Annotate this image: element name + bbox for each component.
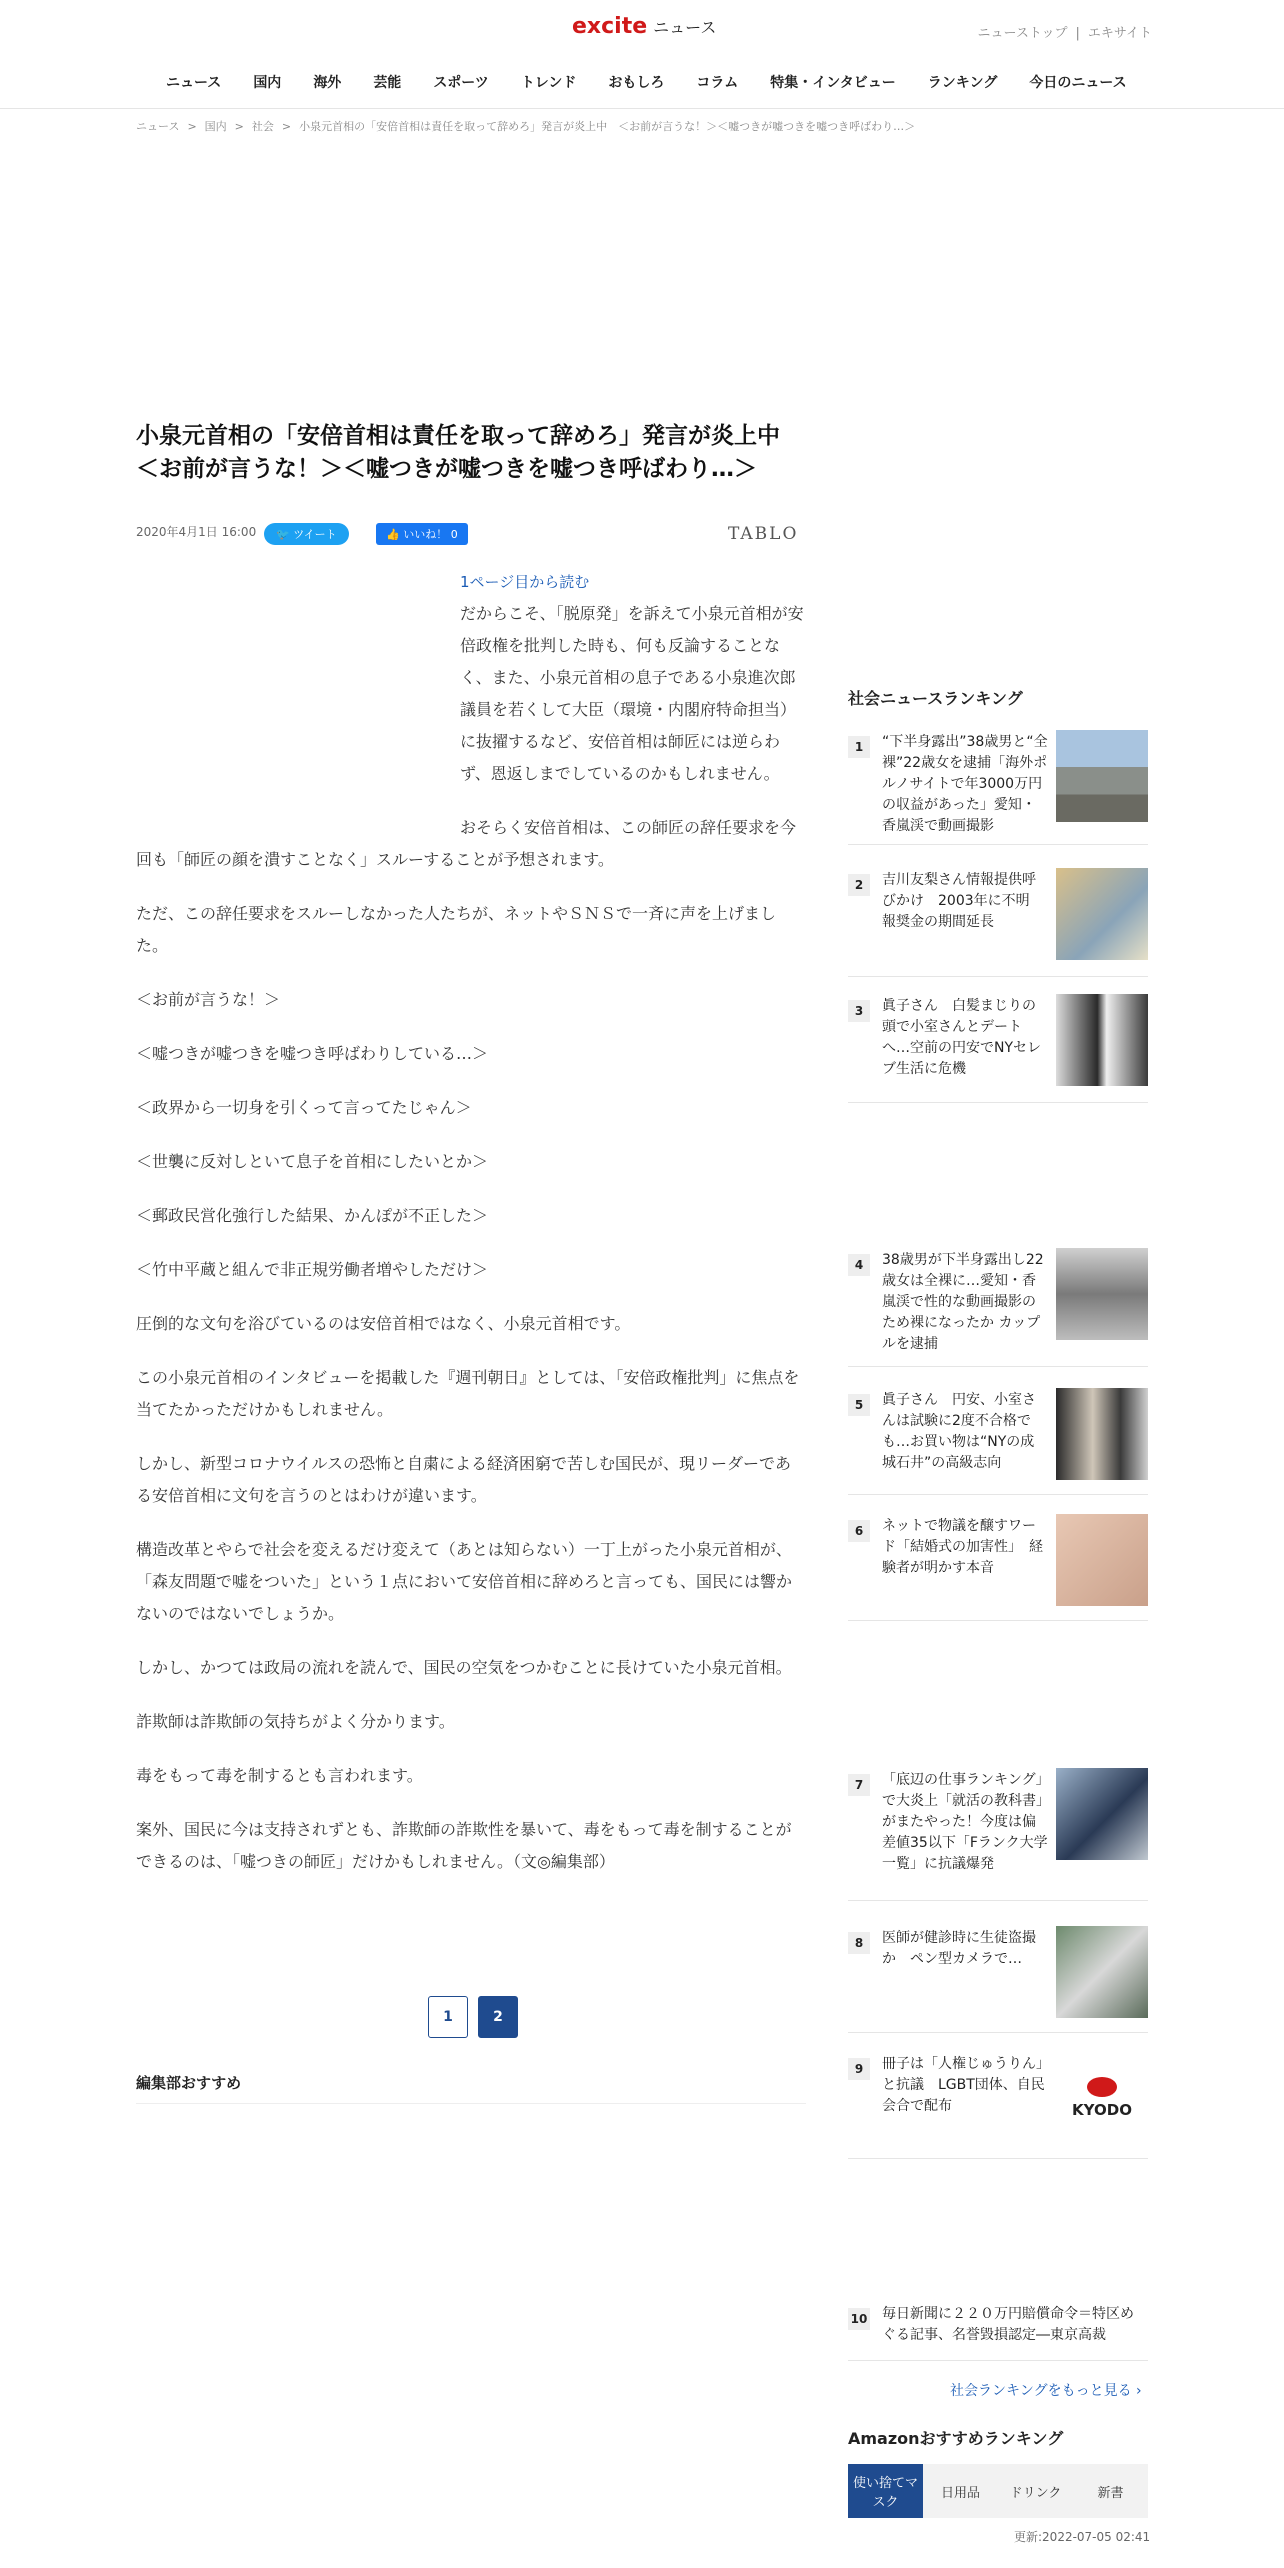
tweet-label: ツイート: [293, 528, 337, 541]
rank-number: 1: [848, 736, 870, 758]
thumbnail: [1056, 1926, 1148, 2018]
more-ranking-link[interactable]: 社会ランキングをもっと見る ›: [950, 2383, 1142, 2399]
excite-link[interactable]: エキサイト: [1087, 26, 1152, 41]
rank-number: 8: [848, 1932, 870, 1954]
paragraph: だからこそ、「脱原発」を訴えて小泉元首相が安倍政権を批判した時も、何も反論することなく、また、小泉元首相の息子である小泉進次郎議員を若くして大臣（環境・内閣府特命担当）に抜擢するなど、安倍首相は師匠には逆らわず、恩返しまでしているのかもしれません。: [460, 604, 804, 783]
rank-text: ネットで物議を醸すワード「結婚式の加害性」 経験者が明かす本音: [882, 1518, 1043, 1576]
ranking-item[interactable]: [848, 868, 1148, 977]
rank-text: 毎日新聞に２２０万円賠償命令＝特区めぐる記事、名誉毀損認定―東京高裁: [882, 2306, 1134, 2343]
nav-item[interactable]: トレンド: [520, 75, 577, 91]
rank-text: 医師が健診時に生徒盗撮か ペン型カメラで…: [882, 1930, 1036, 1967]
paragraph: この小泉元首相のインタビューを掲載した『週刊朝日』としては、「安倍政権批判」に焦点を当てたかっただけかもしれません。: [136, 1368, 800, 1419]
paragraph: しかし、新型コロナウイルスの恐怖と自粛による経済困窮で苦しむ国民が、現リーダーである安倍首相に文句を言うのとはわけが違います。: [136, 1454, 792, 1505]
tweet-button[interactable]: [264, 523, 349, 545]
thumbnail: [1056, 1514, 1148, 1606]
ranking-title: 社会ニュースランキング: [848, 689, 1023, 708]
paragraph: ＜嘘つきが嘘つきを嘘つき呼ばわりしている…＞: [136, 1044, 489, 1063]
rank-text: “下半身露出”38歳男と“全裸”22歳女を逮捕「海外ポルノサイトで年3000万円の収益があった」愛知・香嵐渓で動画撮影: [882, 734, 1048, 834]
ranking-item[interactable]: [848, 994, 1148, 1103]
ranking-item[interactable]: [848, 1388, 1148, 1495]
crumb[interactable]: 社会: [251, 120, 274, 133]
rank-number: 10: [848, 2308, 870, 2330]
nav-item[interactable]: おもしろ: [608, 75, 665, 91]
paragraph: おそらく安倍首相は、この師匠の辞任要求を今回も「師匠の顔を潰すことなく」スルーすることが予想されます。: [136, 818, 797, 869]
paragraph: 圧倒的な文句を浴びているのは安倍首相ではなく、小泉元首相です。: [136, 1314, 631, 1333]
article-date: 2020年4月1日 16:00: [136, 525, 257, 539]
kyodo-text: KYODO: [1072, 2101, 1132, 2119]
breadcrumb: ニュース > 国内 > 社会 > 小泉元首相の「安倍首相は責任を取って辞めろ」発言が炎上中 ＜お前が言うな！＞＜嘘つきが嘘つきを嘘つき呼ばわり…＞: [136, 120, 916, 133]
thumbnail: [1056, 1768, 1148, 1860]
tab-drink[interactable]: ドリンク: [998, 2464, 1073, 2518]
divider: |: [1075, 26, 1080, 41]
paragraph: ＜竹中平蔵と組んで非正規労働者増やしただけ＞: [136, 1260, 489, 1279]
thumbnail: [1056, 1388, 1148, 1480]
crumb[interactable]: ニュース: [136, 120, 180, 133]
page-1-button[interactable]: 1: [428, 1996, 468, 2038]
kyodo-logo: [1056, 2052, 1148, 2144]
nav-item[interactable]: 芸能: [373, 75, 402, 91]
rank-text: 38歳男が下半身露出し22歳女は全裸に…愛知・香嵐渓で性的な動画撮影のため裸になったか カップルを逮捕: [882, 1252, 1044, 1352]
like-button[interactable]: [376, 523, 468, 545]
ranking-item[interactable]: [848, 2052, 1148, 2159]
rank-number: 2: [848, 874, 870, 896]
rank-text: 眞子さん 円安、小室さんは試験に2度不合格でも…お買い物は“NYの成城石井”の高級志向: [882, 1392, 1036, 1471]
paragraph: 案外、国民に今は支持されずとも、詐欺師の詐欺性を暴いて、毒をもって毒を制することができるのは、「嘘つきの師匠」だけかもしれません。（文◎編集部）: [136, 1820, 792, 1871]
like-label: いいね！ 0: [403, 528, 458, 541]
tab-masks[interactable]: 使い捨てマスク: [848, 2464, 923, 2518]
twitter-icon: 🐦: [276, 528, 294, 541]
thumbnail: [1056, 994, 1148, 1086]
ranking-item[interactable]: [848, 1514, 1148, 1621]
news-top-link[interactable]: ニューストップ: [977, 26, 1068, 41]
rank-number: 7: [848, 1774, 870, 1796]
rank-number: 6: [848, 1520, 870, 1542]
rank-number: 3: [848, 1000, 870, 1022]
site-header: [0, 0, 1284, 109]
paragraph: 詐欺師は詐欺師の気持ちがよく分かります。: [136, 1712, 455, 1731]
paragraph: 毒をもって毒を制するとも言われます。: [136, 1766, 423, 1785]
article-body: [136, 566, 806, 1900]
main-nav: [150, 72, 1143, 92]
logo-text: excite: [572, 14, 648, 39]
paragraph: 構造改革とやらで社会を変えるだけ変えて（あとは知らない）一丁上がった小泉元首相が、「森友問題で嘘をついた」という１点において安倍首相に辞めろと言っても、国民には響かないのではないでしょうか。: [136, 1540, 793, 1623]
rank-number: 5: [848, 1394, 870, 1416]
rank-text: 眞子さん 白髪まじりの頭で小室さんとデートへ…空前の円安でNYセレブ生活に危機: [882, 998, 1042, 1077]
thumbs-up-icon: 👍: [386, 528, 404, 541]
nav-item[interactable]: 国内: [253, 75, 282, 91]
page-2-button[interactable]: 2: [478, 1996, 518, 2038]
nav-item[interactable]: コラム: [696, 75, 739, 91]
nav-item[interactable]: ニュース: [166, 75, 222, 91]
thumbnail: [1056, 1248, 1148, 1340]
nav-item[interactable]: 今日のニュース: [1029, 75, 1127, 91]
top-links: [974, 22, 1156, 41]
rank-text: 「底辺の仕事ランキング」で大炎上「就活の教科書」がまたやった！今度は偏差値35以下「Fランク大学一覧」に抗議爆発: [882, 1772, 1048, 1872]
nav-item[interactable]: 海外: [313, 75, 342, 91]
updated-time: 更新:2022-07-05 02:41: [1014, 2530, 1151, 2544]
paragraph: ＜お前が言うな！＞: [136, 990, 281, 1009]
crumb[interactable]: 国内: [204, 120, 227, 133]
recommend-heading: 編集部おすすめ: [136, 2072, 806, 2104]
crumb-current: 小泉元首相の「安倍首相は責任を取って辞めろ」発言が炎上中 ＜お前が言うな！＞＜嘘つきが嘘つきを嘘つき呼ばわり…＞: [299, 120, 916, 133]
thumbnail: [1056, 730, 1148, 822]
amazon-title: Amazonおすすめランキング: [848, 2429, 1064, 2448]
ranking-item[interactable]: [848, 1926, 1148, 2033]
paragraph: しかし、かつては政局の流れを読んで、国民の空気をつかむことに長けていた小泉元首相。: [136, 1658, 792, 1677]
nav-item[interactable]: スポーツ: [433, 75, 489, 91]
kyodo-mark-icon: [1087, 2077, 1117, 2097]
source-logo: TABLO: [728, 524, 799, 544]
paragraph: ＜政界から一切身を引くって言ってたじゃん＞: [136, 1098, 472, 1117]
nav-item[interactable]: 特集・インタビュー: [770, 75, 896, 91]
paragraph: ＜郵政民営化強行した結果、かんぽが不正した＞: [136, 1206, 489, 1225]
pagination: [428, 1996, 518, 2038]
excite-logo[interactable]: [572, 14, 716, 39]
rank-number: 9: [848, 2058, 870, 2080]
first-page-link[interactable]: 1ページ目から読む: [460, 573, 590, 591]
nav-item[interactable]: ランキング: [927, 75, 998, 91]
paragraph: ただ、この辞任要求をスルーしなかった人たちが、ネットやＳＮＳで一斉に声を上げました。: [136, 904, 777, 955]
tab-books[interactable]: 新書: [1073, 2464, 1148, 2518]
paragraph: ＜世襲に反対しといて息子を首相にしたいとか＞: [136, 1152, 489, 1171]
thumbnail: [1056, 868, 1148, 960]
rank-text: 吉川友梨さん情報提供呼びかけ 2003年に不明 報奨金の期間延長: [882, 872, 1044, 930]
amazon-tabs: [848, 2464, 1148, 2518]
rank-number: 4: [848, 1254, 870, 1276]
rank-text: 冊子は「人権じゅうりん」と抗議 LGBT団体、自民会合で配布: [882, 2056, 1045, 2114]
first-block: [136, 566, 806, 790]
ranking-item[interactable]: [848, 730, 1148, 845]
article-title: 小泉元首相の「安倍首相は責任を取って辞めろ」発言が炎上中 ＜お前が言うな！＞＜嘘つきが嘘つきを嘘つき呼ばわり…＞: [136, 423, 803, 482]
logo-sub: ニュース: [653, 18, 717, 37]
ranking-item[interactable]: [848, 1768, 1148, 1901]
ranking-item[interactable]: [848, 1248, 1148, 1367]
tab-daily[interactable]: 日用品: [923, 2464, 998, 2518]
ranking-item[interactable]: [848, 2302, 1148, 2361]
